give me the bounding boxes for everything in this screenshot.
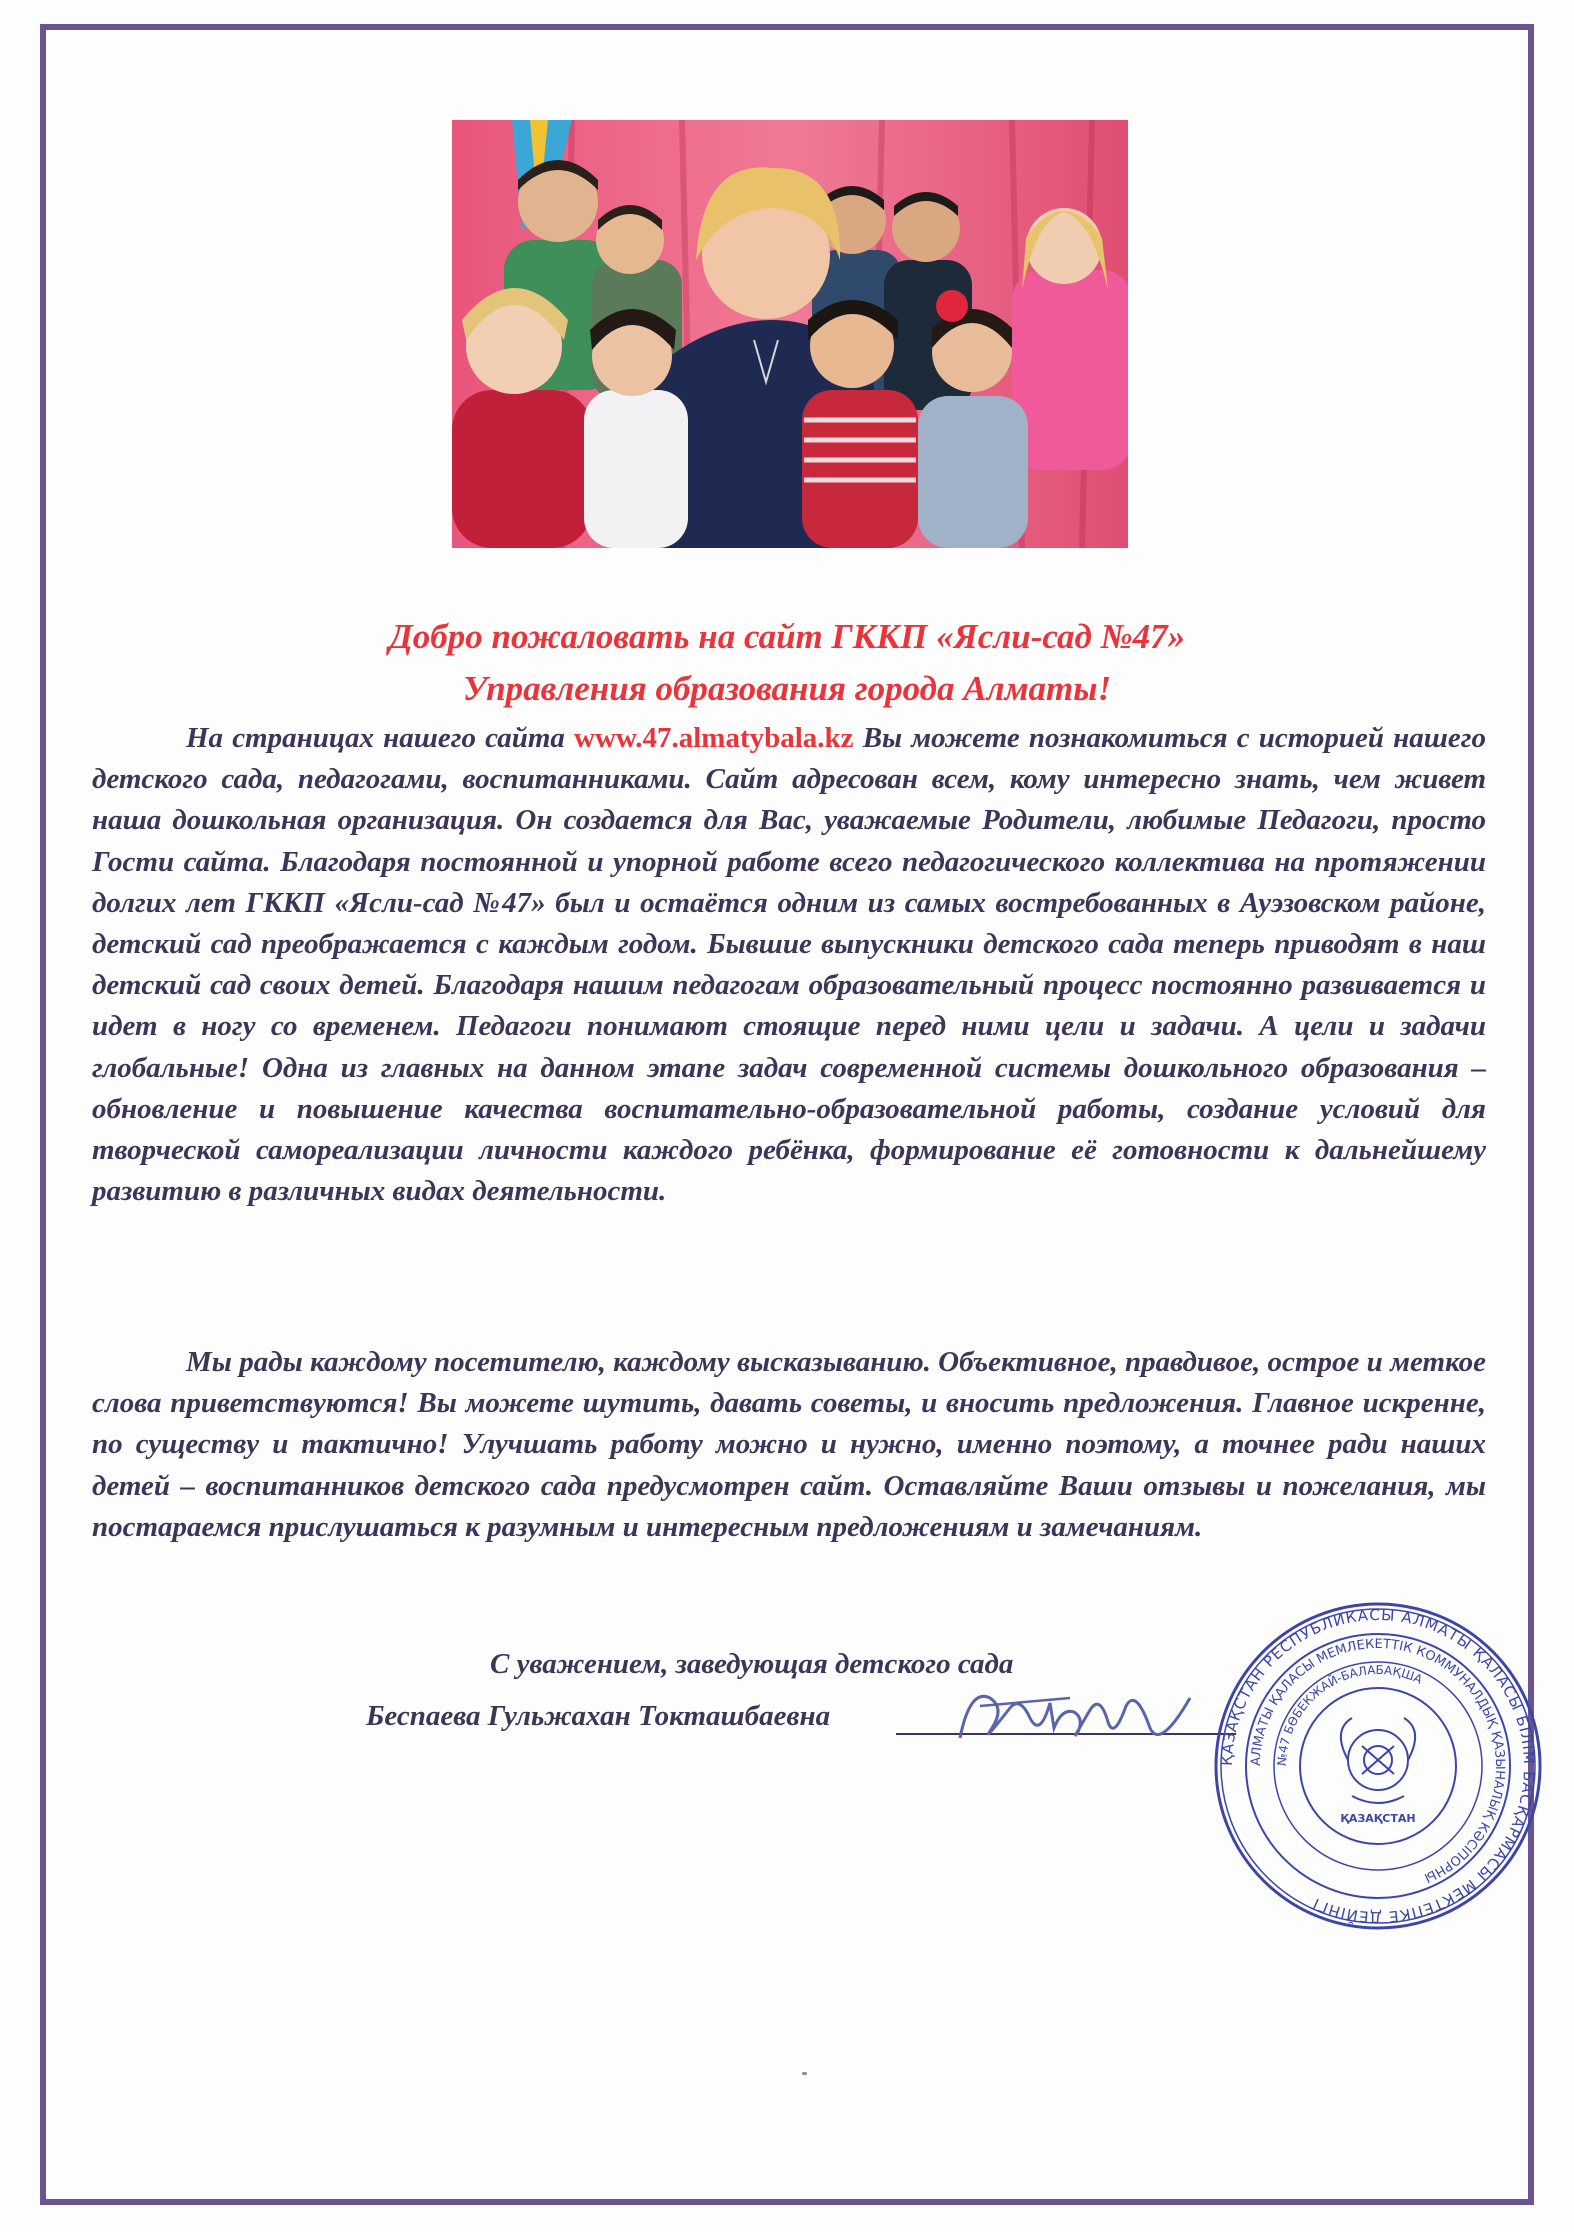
intro-paragraph: [92, 718, 1486, 1212]
seal-outer-text: ҚАЗАҚСТАН РЕСПУБЛИКАСЫ АЛМАТЫ ҚАЛАСЫ БІЛІМ БАСҚАРМАСЫ МЕКТЕПКЕ ДЕЙІНГІ: [1217, 1605, 1539, 1927]
site-url: www.47.almatybala.kz: [574, 722, 854, 754]
director-name: Беспаева Гульжахан Токташбаевна: [366, 1700, 831, 1732]
official-seal: [1212, 1600, 1544, 1932]
regards-line: С уважением, заведующая детского сада: [490, 1648, 1014, 1680]
seal-middle-text: АЛМАТЫ ҚАЛАСЫ МЕМЛЕКЕТТІК КОММУНАЛДЫҚ ҚАЗЫНАЛЫҚ КӘСІПОРНЫ: [1248, 1636, 1508, 1886]
seal-inner-text: №47 БӨБЕКЖАЙ-БАЛАБАҚША: [1274, 1662, 1425, 1767]
intro-text-start: На страницах нашего сайта: [186, 722, 575, 754]
scan-speck: [802, 2072, 807, 2075]
welcome-subheading: Управления образования города Алматы!: [462, 669, 1112, 708]
seal-emblem: [1341, 1718, 1415, 1803]
group-photo: [452, 120, 1128, 548]
feedback-paragraph: Мы рады каждому посетителю, каждому высказыванию. Объективное, правдивое, острое и меткое слова приветствуются! Вы можете шутить, давать советы, и вносить предложения. Главное искренне, по существу и тактично! Улучшать работу можно и нужно, именно поэтому, а точнее ради наших детей – воспитанников детского сада предусмотрен сайт. Оставляйте Ваши отзывы и пожелания, мы постараемся прислушаться к разумным и интересным предложениям и замечаниям.: [92, 1346, 1486, 1543]
intro-text-rest: Вы можете познакомиться с историей нашего детского сада, педагогами, воспитанниками. Сайт адресован всем, кому интересно знать, чем живет наша дошкольная организация. Он создается для Вас, уважаемые Родители, любимые Педагоги, просто Гости сайта. Благодаря постоянной и упорной работе всего педагогического коллектива на протяжении долгих лет ГККП «Ясли-сад №47» был и остаётся одним из самых востребованных в Ауэзовском районе, детский сад преображается с каждым годом. Бывшие выпускники детского сада теперь приводят в наш детский сад своих детей. Благодаря нашим педагогам образовательный процесс постоянно развивается и идет в ногу со временем. Педагоги понимают стоящие перед ними цели и задачи. А цели и задачи глобальные! Одна из главных на данном этапе задач современной системы дошкольного образования – обновление и повышение качества воспитательно-образовательной работы, создание условий для творческой самореализации личности каждого ребёнка, формирование её готовности к дальнейшему развитию в различных видах деятельности.: [92, 722, 1486, 1208]
seal-center-text: ҚАЗАҚСТАН: [1340, 1812, 1416, 1825]
group-photo-illustration: [452, 120, 1128, 548]
handwritten-signature: [950, 1668, 1210, 1758]
welcome-heading: Добро пожаловать на сайт ГККП «Ясли-сад №47»: [388, 617, 1186, 656]
